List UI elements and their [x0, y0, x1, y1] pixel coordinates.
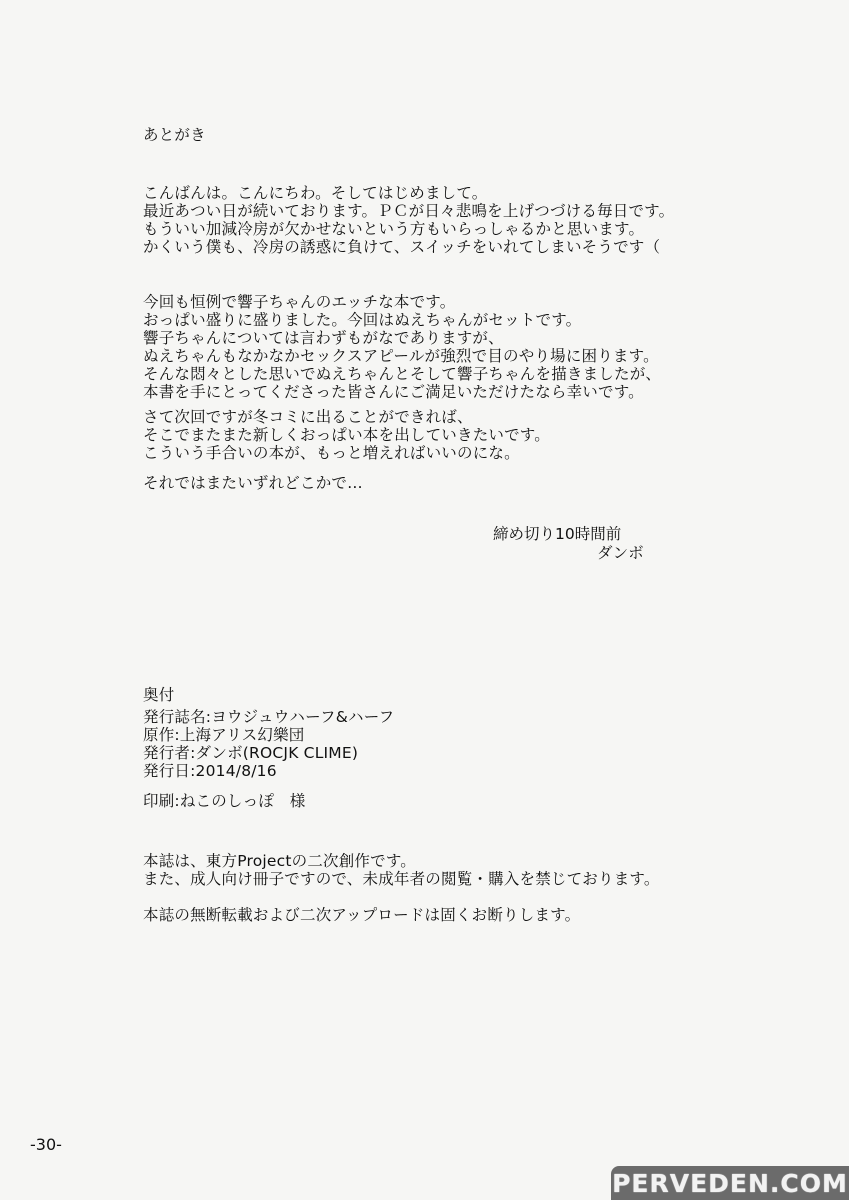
signature-author: ダンボ — [597, 544, 644, 562]
paragraph-line: そんな悶々とした思いでぬえちゃんとそして響子ちゃんを描きましたが、 — [143, 365, 662, 383]
paragraph-line: ぬえちゃんもなかなかセックスアピールが強烈で目のやり場に困ります。 — [143, 347, 659, 365]
colophon-printer — [143, 792, 305, 810]
page-number: -30- — [30, 1135, 62, 1154]
notice-line: 本誌は、東方Projectの二次創作です。 — [143, 852, 416, 870]
paragraph-line: こんばんは。こんにちわ。そしてはじめまして。 — [143, 184, 488, 202]
notice-line: 本誌の無断転載および二次アップロードは固くお断りします。 — [143, 906, 581, 924]
afterword-title — [143, 126, 206, 144]
colophon-line: 発行誌名:ヨウジュウハーフ&ハーフ — [143, 708, 395, 726]
paragraph-line: 本書を手にとってくださった皆さんにご満足いただけたなら幸いです。 — [143, 383, 644, 401]
signature-note: 締め切り10時間前 — [493, 525, 622, 543]
afterword-main-paragraph — [143, 293, 661, 401]
paragraph-line: そこでまたまた新しくおっぱい本を出していきたいです。 — [143, 426, 550, 444]
paragraph-line: こういう手合いの本が、もっと増えればいいのにな。 — [143, 444, 520, 462]
paragraph-line: さて次回ですが冬コミに出ることができれば、 — [143, 408, 473, 426]
printer-line: 印刷:ねこのしっぽ 様 — [143, 792, 306, 810]
paragraph-line: かくいう僕も、冷房の誘惑に負けて、スイッチをいれてしまいそうです（ — [143, 238, 661, 256]
afterword-closing — [143, 474, 363, 492]
colophon-title — [143, 686, 174, 704]
paragraph-line: もういい加減冷房が欠かせないという方もいらっしゃるかと思います。 — [143, 220, 645, 238]
colophon-copyright-notice — [143, 906, 580, 924]
watermark — [611, 1166, 849, 1200]
colophon-line: 発行者:ダンボ(ROCJK CLIME) — [143, 744, 359, 762]
notice-line: また、成人向け冊子ですので、未成年者の閲覧・購入を禁じております。 — [143, 870, 660, 888]
colophon-line: 発行日:2014/8/16 — [143, 762, 277, 780]
closing-line: それではまたいずれどこかで… — [143, 474, 363, 492]
watermark-text: PERVEDEN.COM — [612, 1168, 848, 1198]
colophon-line: 原作:上海アリス幻樂団 — [143, 726, 305, 744]
paragraph-line: 響子ちゃんについては言わずもがなでありますが、 — [143, 329, 504, 347]
paragraph-line: 最近あつい日が続いております。ＰＣが日々悲鳴を上げつづける毎日です。 — [143, 202, 675, 220]
afterword-greeting-paragraph — [143, 184, 674, 256]
colophon-details — [143, 708, 394, 780]
afterword-next-event-paragraph — [143, 408, 550, 462]
colophon-title-text: 奥付 — [143, 686, 175, 704]
afterword-title-text: あとがき — [143, 126, 206, 144]
paragraph-line: おっぱい盛りに盛りました。今回はぬえちゃんがセットです。 — [143, 311, 582, 329]
colophon-notice — [143, 852, 660, 888]
paragraph-line: 今回も恒例で響子ちゃんのエッチな本です。 — [143, 293, 456, 311]
